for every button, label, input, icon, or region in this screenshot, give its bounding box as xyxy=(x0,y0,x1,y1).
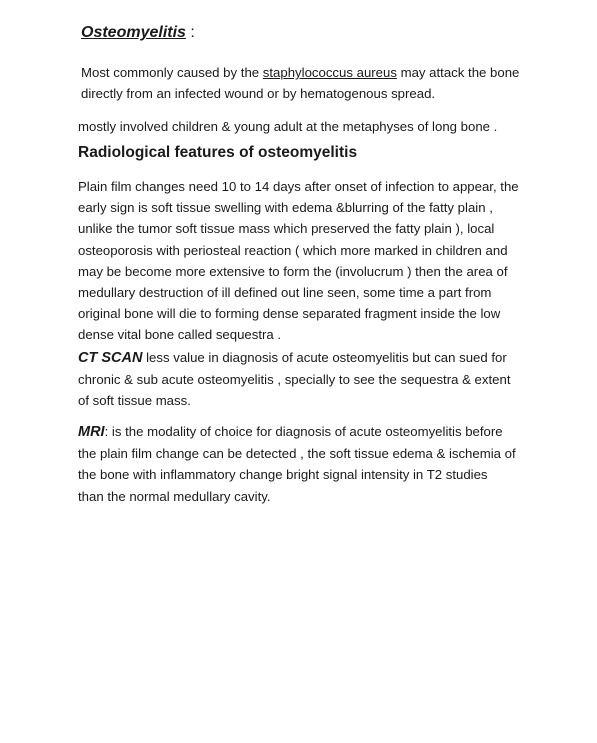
mri-line-3: the bone with inflammatory change bright signal intensity in T2 studies xyxy=(78,467,488,483)
plain-film-line: original bone will die to forming dense separated fragment inside the low xyxy=(78,306,501,322)
intro-paragraph xyxy=(81,62,551,104)
plain-film-line: Plain film changes need 10 to 14 days after onset of infection to appear, the xyxy=(78,179,519,194)
age-group-line: mostly involved children & young adult at the metaphyses of long bone . xyxy=(78,119,498,134)
intro-pre: Most commonly caused by the xyxy=(81,65,263,80)
plain-film-line: may be become more extensive to form the (involucrum ) then the area of xyxy=(78,263,508,279)
pathogen-name: staphylococcus aureus xyxy=(262,65,397,80)
plain-film-paragraph xyxy=(78,176,548,346)
plain-film-line: osteoporosis with periosteal reaction ( which more marked in children and xyxy=(78,242,508,258)
mri-lead: MRI xyxy=(78,424,105,440)
title-text: Osteomyelitis xyxy=(81,24,186,41)
ct-line-3: of soft tissue mass. xyxy=(78,393,191,409)
section-heading: Radiological features of osteomyelitis xyxy=(78,144,358,161)
mri-line-4: than the normal medullary cavity. xyxy=(78,488,271,504)
title-colon: : xyxy=(190,24,195,41)
mri-paragraph xyxy=(78,421,548,507)
intro-line-2: directly from an infected wound or by hematogenous spread. xyxy=(81,86,436,102)
plain-film-line: dense vital bone called sequestra . xyxy=(78,327,282,343)
ct-line-2: chronic & sub acute osteomyelitis , specially to see the sequestra & extent xyxy=(78,372,511,388)
mri-line-1-text: : is the modality of choice for diagnosis of acute osteomyelitis before xyxy=(104,424,503,439)
plain-film-line: medullary destruction of ill defined out line seen, some time a part from xyxy=(78,285,492,301)
ct-scan-paragraph xyxy=(78,347,548,412)
document-title xyxy=(81,24,195,42)
ct-line-1-text: less value in diagnosis of acute osteomyelitis but can sued for xyxy=(142,350,507,365)
plain-film-line: early sign is soft tissue swelling with edema &blurring of the fatty plain , xyxy=(78,200,493,216)
intro-line-1 xyxy=(81,62,551,83)
ct-scan-lead: CT SCAN xyxy=(78,350,143,366)
age-group-paragraph xyxy=(78,116,548,137)
plain-film-line: unlike the tumor soft tissue mass which preserved the fatty plain ), local xyxy=(78,221,495,237)
mri-line-2: the plain film change can be detected , the soft tissue edema & ischemia of xyxy=(78,446,516,462)
mri-line-1 xyxy=(78,421,548,443)
ct-line-1 xyxy=(78,347,548,369)
intro-post: may attack the bone xyxy=(396,65,520,80)
